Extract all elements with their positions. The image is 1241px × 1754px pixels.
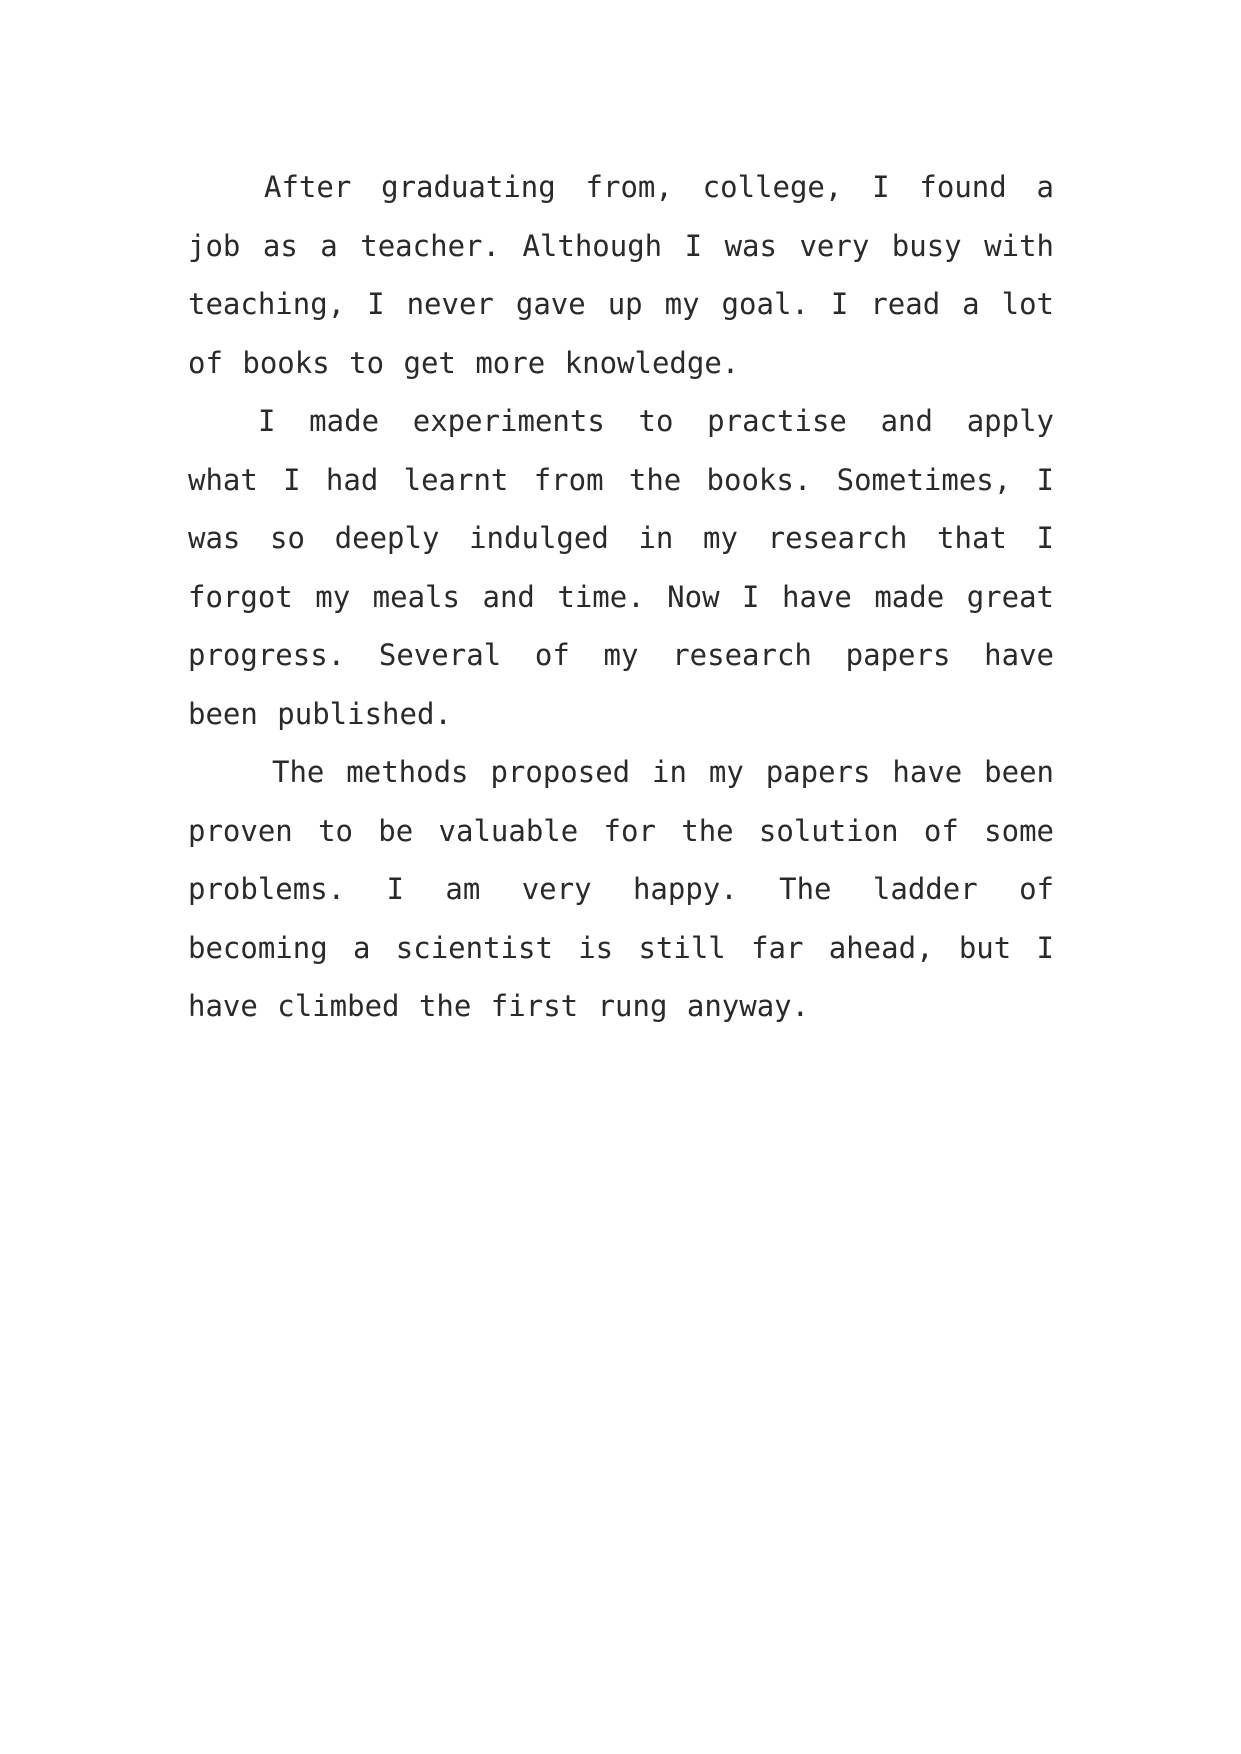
paragraph-1: After graduating from, college, I found a job as a teacher. Although I was very busy with teaching, I never gave up my goal. I read a lot of books to get more knowledge. [188, 170, 1054, 380]
paragraph-3: The methods proposed in my papers have been proven to be valuable for the solution of some problems. I am very happy. The ladder of becoming a scientist is still far ahead, but I have climbed the first rung anyway. [188, 755, 1054, 1023]
document-body [188, 158, 1054, 1036]
paragraph-2: I made experiments to practise and apply what I had learnt from the books. Sometimes, I was so deeply indulged in my research that I forgot my meals and time. Now I have made great progress. Several of my research papers have been published. [188, 404, 1054, 731]
